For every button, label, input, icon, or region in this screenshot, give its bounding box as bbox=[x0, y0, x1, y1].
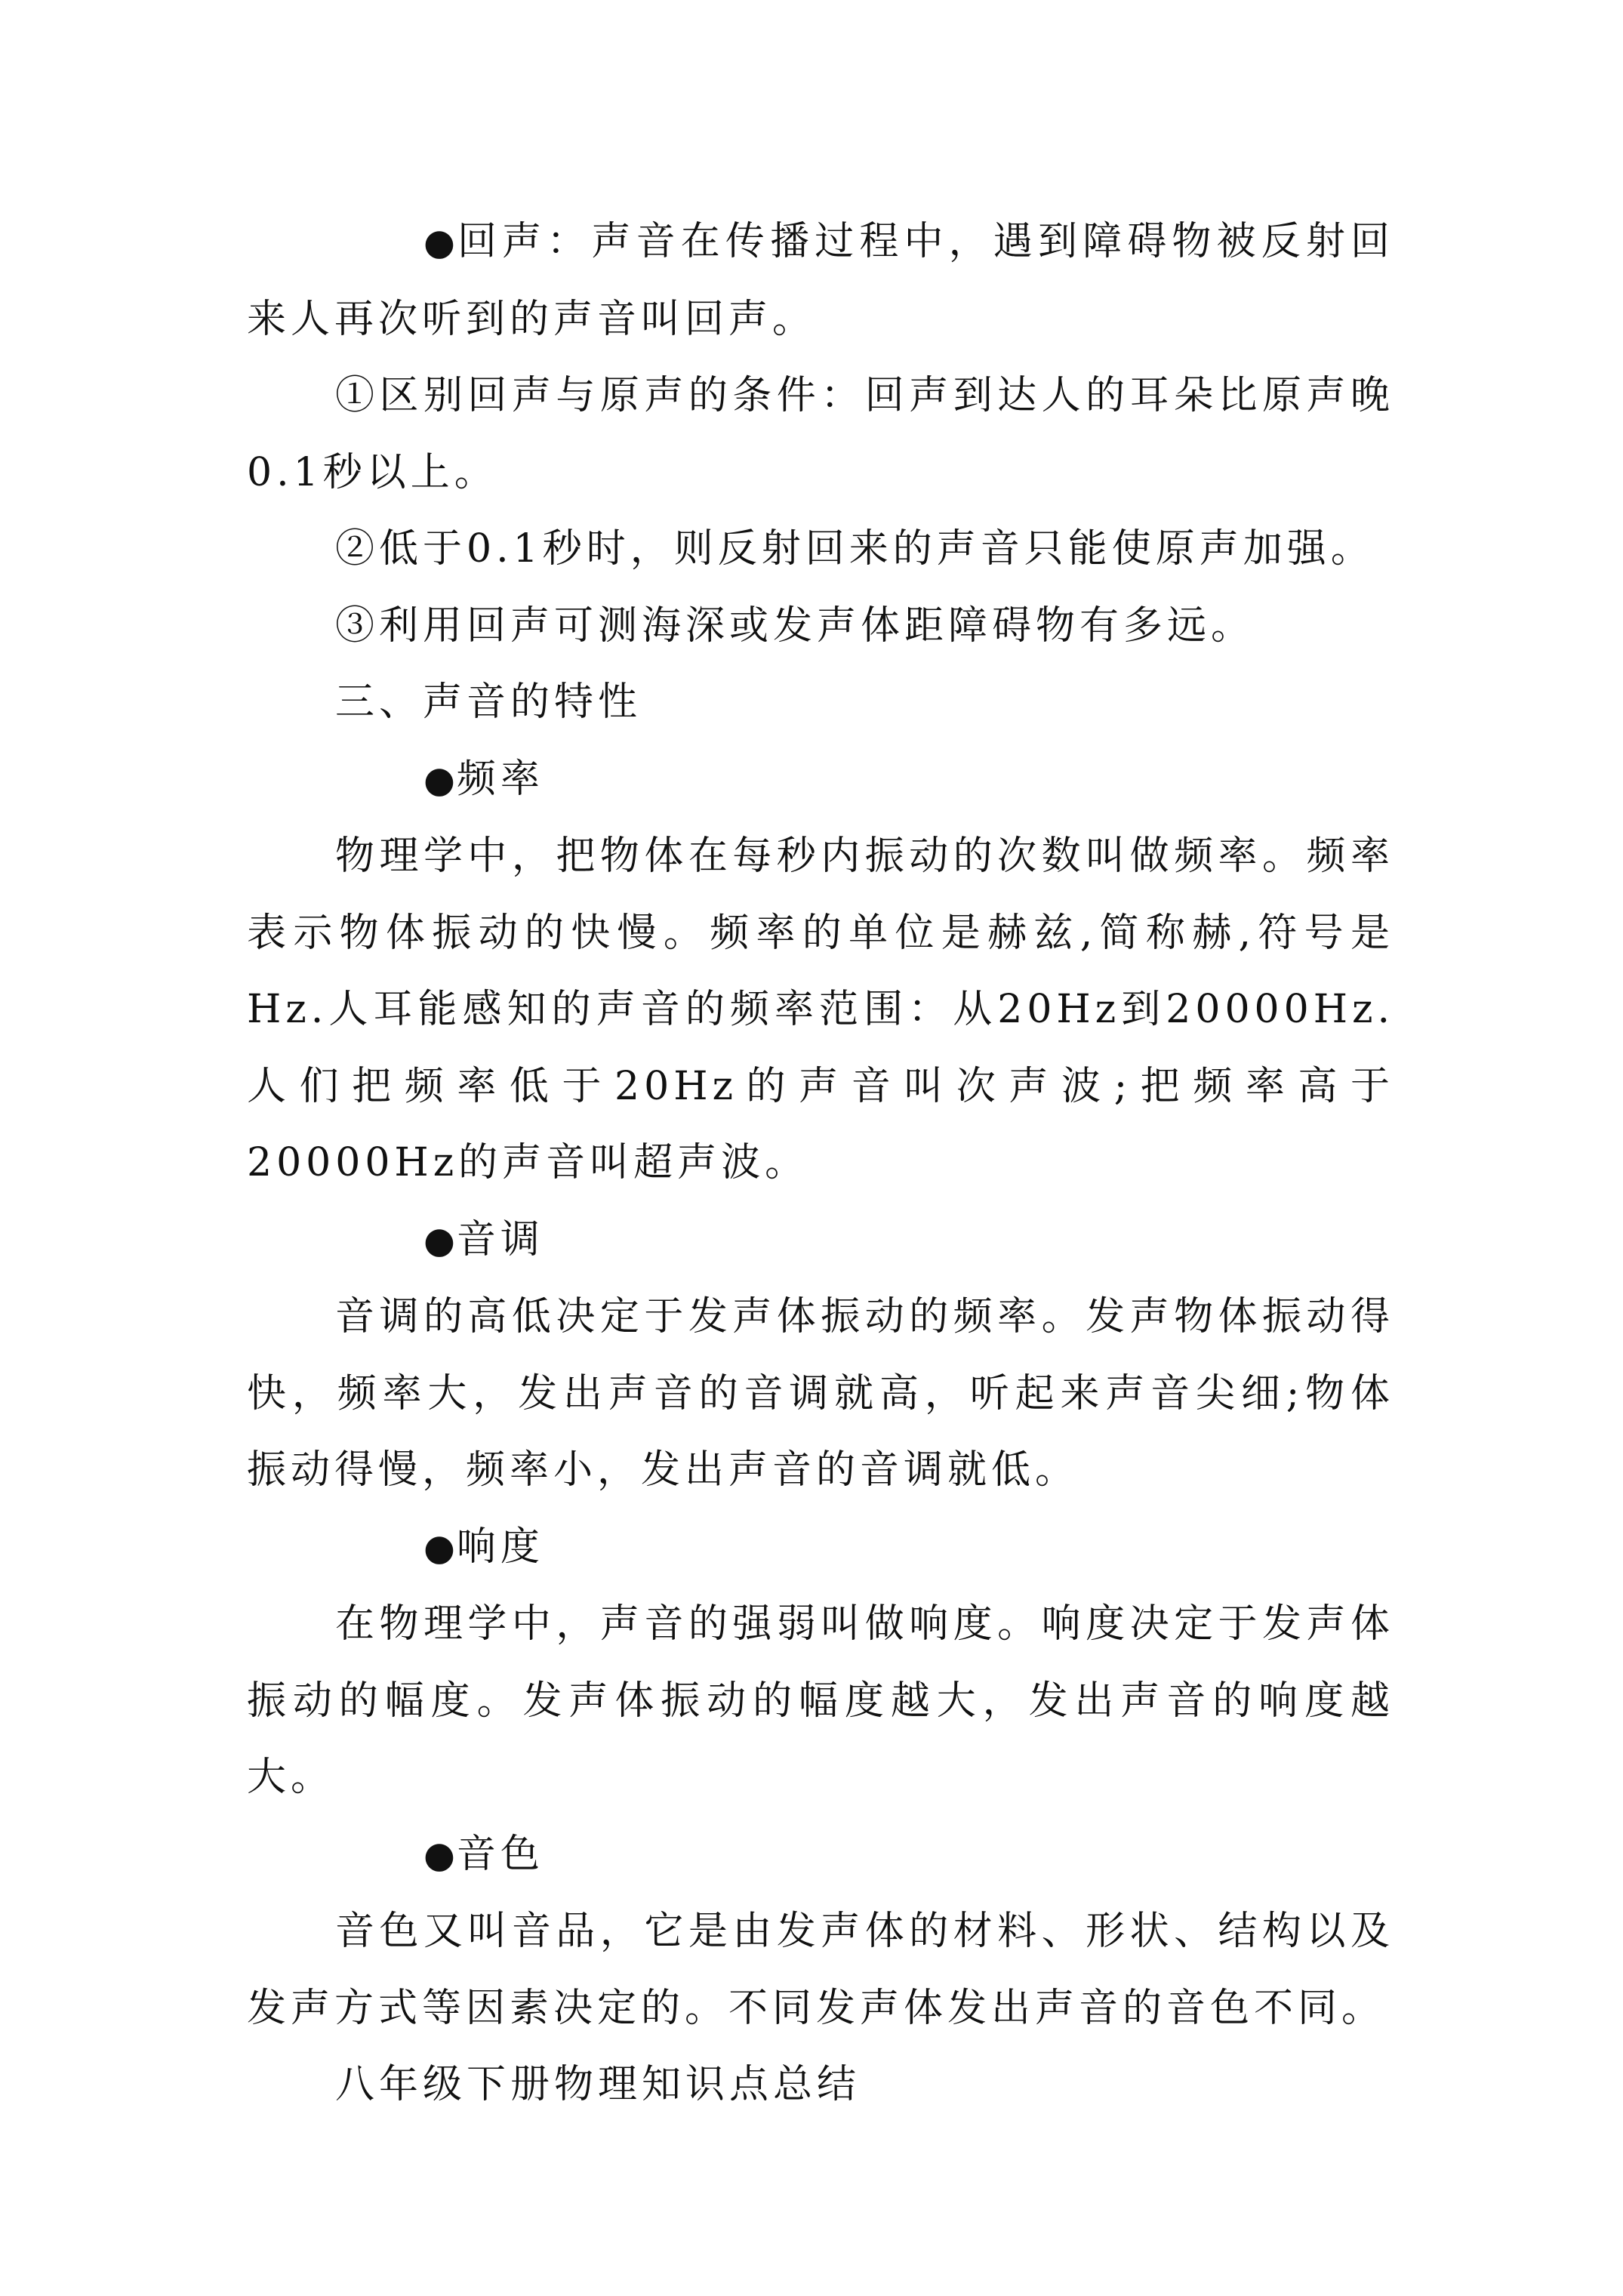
paragraph-text: 物理学中，把物体在每秒内振动的次数叫做频率。频率表示物体振动的快慢。频率的单位是赫兹,简称赫,符号是Hz.人耳能感知的声音的频率范围：从20Hz到20000Hz.人们把频率低于20Hz的声音叫次声波;把频率高于20000Hz的声音叫超声波。 bbox=[247, 834, 1394, 1185]
heading-text: 三、声音的特性 bbox=[335, 680, 642, 725]
heading-text: 频率 bbox=[456, 756, 544, 802]
paragraph-echo-condition-1 bbox=[247, 358, 1394, 511]
bullet-icon: ● bbox=[423, 1526, 455, 1569]
paragraph-text: 音色又叫音品，它是由发声体的材料、形状、结构以及发声方式等因素决定的。不同发声体发出声音的音色不同。 bbox=[247, 1909, 1394, 2031]
closing-title bbox=[247, 2047, 1394, 2124]
paragraph-timbre bbox=[247, 1894, 1394, 2047]
paragraph-text: ③利用回声可测海深或发声体距障碍物有多远。 bbox=[335, 603, 1255, 649]
subheading-pitch bbox=[247, 1202, 1394, 1280]
paragraph-text: 音调的高低决定于发声体振动的频率。发声物体振动得快，频率大，发出声音的音调就高，听起来声音尖细;物体振动得慢，频率小，发出声音的音调就低。 bbox=[247, 1294, 1394, 1493]
bullet-icon: ● bbox=[423, 1219, 455, 1262]
paragraph-echo-definition bbox=[247, 204, 1394, 358]
subheading-timbre bbox=[247, 1817, 1394, 1894]
paragraph-text: 在物理学中，声音的强弱叫做响度。响度决定于发声体振动的幅度。发声体振动的幅度越大，发出声音的响度越大。 bbox=[247, 1601, 1394, 1800]
paragraph-frequency bbox=[247, 818, 1394, 1202]
paragraph-text: ②低于0.1秒时，则反射回来的声音只能使原声加强。 bbox=[335, 526, 1375, 572]
bullet-icon: ● bbox=[423, 758, 455, 801]
subheading-loudness bbox=[247, 1509, 1394, 1587]
heading-text: 响度 bbox=[456, 1524, 544, 1570]
paragraph-text: 回声：声音在传播过程中，遇到障碍物被反射回来人再次听到的声音叫回声。 bbox=[247, 219, 1394, 342]
paragraph-echo-condition-3 bbox=[247, 588, 1394, 665]
paragraph-text: 八年级下册物理知识点总结 bbox=[335, 2062, 861, 2107]
section-heading-sound-properties bbox=[247, 664, 1394, 741]
subheading-frequency bbox=[247, 741, 1394, 819]
paragraph-pitch bbox=[247, 1279, 1394, 1509]
bullet-icon: ● bbox=[423, 221, 455, 264]
paragraph-loudness bbox=[247, 1586, 1394, 1817]
paragraph-echo-condition-2 bbox=[247, 511, 1394, 588]
paragraph-text: ①区别回声与原声的条件：回声到达人的耳朵比原声晚0.1秒以上。 bbox=[247, 373, 1394, 495]
heading-text: 音调 bbox=[456, 1216, 544, 1262]
heading-text: 音色 bbox=[456, 1831, 544, 1877]
document-body bbox=[247, 204, 1394, 2124]
bullet-icon: ● bbox=[423, 1833, 455, 1876]
